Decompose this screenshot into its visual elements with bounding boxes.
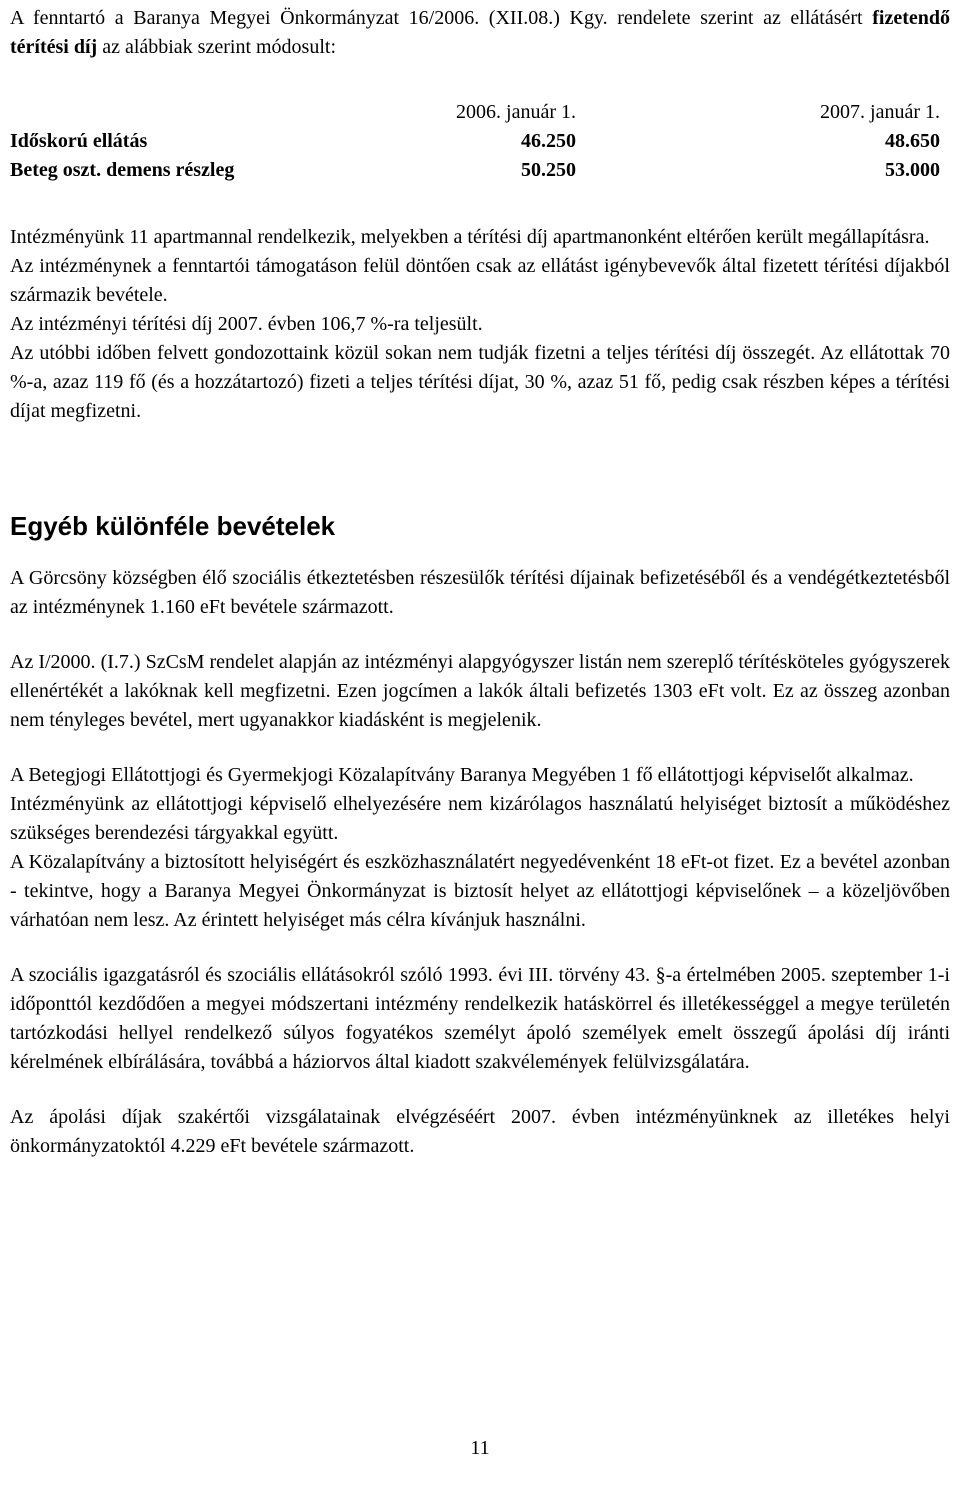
document-page [10, 4, 950, 1161]
kozalapitvany-section [10, 761, 950, 935]
szcsm-paragraph: Az I/2000. (I.7.) SzCsM rendelet alapján az intézményi alapgyógyszer listán nem szereplő térítésköteles gyógyszerek ellenértékét a lakóknak kell megfizetni. Ezen jogcímen a lakók általi befizetés 1303 eFt volt. Ez az összeg azonban nem tényleges bevétel, mert ugyanakkor kiadásként is megjelenik. [10, 651, 950, 731]
kozalapitvany-paragraph: Intézményünk az ellátottjogi képviselő elhelyezésére nem kizárólagos használatú helyiséget biztosít a működéshez szükséges berendezési tárgyakkal együtt. [10, 793, 950, 844]
fulfillment-paragraph: Az intézményi térítési díj 2007. évben 106,7 %-ra teljesült. [10, 313, 483, 335]
szakertoi-paragraph: Az ápolási díjak szakértői vizsgálatainak elvégzéséért 2007. évben intézményünknek az illetékes helyi önkormányzatoktól 4.229 eFt bevétele származott. [10, 1106, 950, 1157]
intro-bold-text: fizetendő térítési díj [10, 7, 950, 58]
payment-paragraph: Az utóbbi időben felvett gondozottaink közül sokan nem tudják fizetni a teljes térítési díj összegét. Az ellátottak 70 %-a, azaz 119 fő (és a hozzátartozó) fizeti a teljes térítési díjat, 30 %, azaz 51 fő, pedig csak részben képes a térítési díjat megfizetni. [10, 342, 950, 422]
intro-text: A fenntartó a Baranya Megyei Önkormányzat 16/2006. (XII.08.) Kgy. rendelete szerint az ellátásért [10, 7, 873, 29]
section-heading: Egyéb különféle bevételek [10, 511, 336, 541]
fee-row-2006: 50.250 [521, 159, 576, 181]
fee-table [10, 98, 950, 185]
gorcsony-paragraph: A Görcsöny községben élő szociális étkeztetésben részesülők térítési díjainak befizetéséből és a vendégétkeztetésből az intézménynek 1.160 eFt bevétele származott. [10, 567, 950, 618]
fee-table-header-2007: 2007. január 1. [820, 101, 940, 123]
intro-text-end: az alábbiak szerint módosult: [97, 36, 337, 58]
fee-row-label: Időskorú ellátás [10, 130, 148, 152]
fee-row-2007: 53.000 [885, 159, 940, 181]
apartment-paragraph: Intézményünk 11 apartmannal rendelkezik, melyekben a térítési díj apartmanonként eltérően került megállapításra. [10, 226, 930, 248]
page-number: 11 [470, 1437, 490, 1459]
revenue-paragraph: Az intézménynek a fenntartói támogatáson felül döntően csak az ellátást igénybevevők által fizetett térítési díjakból származik bevétele. [10, 255, 950, 306]
fee-table-header [10, 98, 950, 127]
apartment-section [10, 223, 950, 426]
kozalapitvany-paragraph: A Betegjogi Ellátottjogi és Gyermekjogi Közalapítvány Baranya Megyében 1 fő ellátottjogi képviselőt alkalmaz. [10, 764, 914, 786]
fee-table-row [10, 127, 950, 156]
fee-table-row [10, 156, 950, 185]
apolasi-paragraph: A szociális igazgatásról és szociális ellátásokról szóló 1993. évi III. törvény 43. §-a értelmében 2005. szeptember 1-i időponttól kezdődően a megyei módszertani intézmény rendelkezik hatáskörrel és illetékességgel a megye területén tartózkodási hellyel rendelkező súlyos fogyatékos személyt ápoló személyek emelt összegű ápolási díj iránti kérelmének elbírálására, továbbá a háziorvos által kiadott szakvélemények felülvizsgálatára. [10, 964, 950, 1073]
fee-table-header-2006: 2006. január 1. [456, 101, 576, 123]
fee-row-2007: 48.650 [885, 130, 940, 152]
kozalapitvany-paragraph: A Közalapítvány a biztosított helyiségért és eszközhasználatért negyedévenként 18 eFt-ot fizet. Ez a bevétel azonban - tekintve, hogy a Baranya Megyei Önkormányzat is biztosít helyet az ellátottjogi képviselőnek – a közeljövőben várhatóan nem lesz. Az érintett helyiséget más célra kívánjuk használni. [10, 851, 950, 931]
fee-row-2006: 46.250 [521, 130, 576, 152]
intro-paragraph [10, 4, 950, 62]
fee-row-label: Beteg oszt. demens részleg [10, 159, 235, 181]
